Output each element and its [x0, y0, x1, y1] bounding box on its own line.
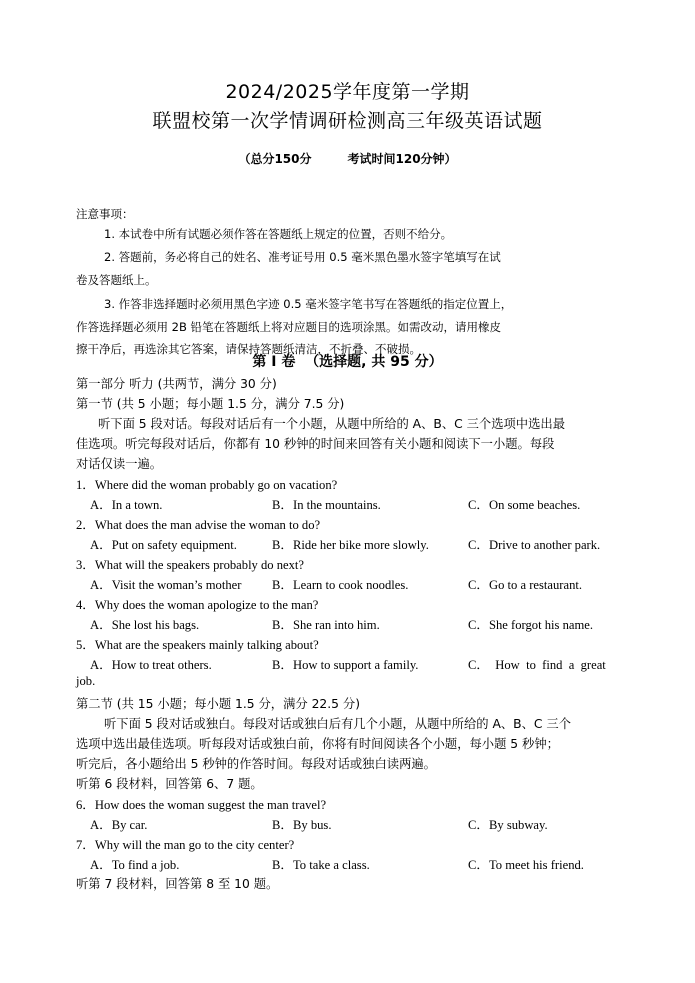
listen-material-7: 听第 7 段材料，回答第 8 至 10 题。: [76, 877, 279, 891]
q3-option-b: B．Learn to cook noodles.: [272, 578, 409, 592]
listen-material-6: 听第 6 段材料，回答第 6、7 题。: [76, 777, 263, 791]
q3-option-a: A．Visit the woman’s mother: [90, 578, 242, 592]
total-score: （总分150分: [238, 152, 312, 166]
question-2: 2．What does the man advise the woman to do?: [76, 518, 321, 532]
q6-option-b: B．By bus.: [272, 818, 332, 832]
q7-option-b: B．To take a class.: [272, 858, 370, 872]
q4-option-c: C．She forgot his name.: [468, 618, 593, 632]
q6-option-c: C．By subway.: [468, 818, 548, 832]
section1-heading: 第一节 (共 5 小题；每小题 1.5 分，满分 7.5 分): [76, 397, 345, 411]
notice-item-3c: 擦干净后，再选涂其它答案，请保持答题纸清洁，不折叠、不破损。: [76, 342, 421, 356]
instructions1-line1: 听下面 5 段对话。每段对话后有一个小题，从题中所给的 A、B、C 三个选项中选出最: [98, 417, 565, 431]
part1-heading: 第一部分 听力 (共两节，满分 30 分): [76, 377, 277, 391]
section2-heading: 第二节 (共 15 小题；每小题 1.5 分，满分 22.5 分): [76, 697, 360, 711]
notice-item-1: 1. 本试卷中所有试题必须作答在答题纸上规定的位置，否则不给分。: [104, 227, 453, 241]
notice-item-2b: 卷及答题纸上。: [76, 273, 157, 287]
q2-option-b: B．Ride her bike more slowly.: [272, 538, 429, 552]
volume-heading: [0, 351, 695, 371]
exam-title-line2: 联盟校第一次学情调研检测高三年级英语试题: [152, 110, 543, 132]
q5-option-c-continued: job.: [76, 674, 96, 688]
instructions2-line1: 听下面 5 段对话或独白。每段对话或独白后有几个小题，从题中所给的 A、B、C 三个: [104, 717, 571, 731]
q4-option-a: A．She lost his bags.: [90, 618, 200, 632]
q3-option-c: C．Go to a restaurant.: [468, 578, 583, 592]
instructions1-line2: 佳选项。听完每段对话后，你都有 10 秒钟的时间来回答有关小题和阅读下一小题。每段: [76, 437, 555, 451]
q2-option-a: A．Put on safety equipment.: [90, 538, 237, 552]
exam-title-line1: 2024/2025学年度第一学期: [225, 81, 470, 103]
question-5: 5．What are the speakers mainly talking about?: [76, 638, 319, 652]
instructions2-line3: 听完后，各小题给出 5 秒钟的作答时间。每段对话或独白读两遍。: [76, 757, 436, 771]
exam-time: 考试时间120分钟）: [347, 152, 457, 166]
q1-option-a: A．In a town.: [90, 498, 163, 512]
q1-option-c: C．On some beaches.: [468, 498, 581, 512]
q4-option-b: B．She ran into him.: [272, 618, 380, 632]
question-1: 1．Where did the woman probably go on vacation?: [76, 478, 338, 492]
notice-item-3b: 作答选择题必须用 2B 铅笔在答题纸上将对应题目的选项涂黑。如需改动，请用橡皮: [76, 320, 502, 334]
instructions2-line2: 选项中选出最佳选项。听每段对话或独白前，你将有时间阅读各个小题，每小题 5 秒钟；: [76, 737, 559, 751]
instructions1-line3: 对话仅读一遍。: [76, 457, 163, 471]
notice-item-3a: 3. 作答非选择题时必须用黑色字迹 0.5 毫米签字笔书写在答题纸的指定位置上，: [104, 297, 513, 311]
q5-option-c: C． How to find a great: [468, 658, 606, 672]
volume-title: 第 Ⅰ 卷: [252, 354, 296, 370]
exam-score-time: [0, 150, 695, 167]
question-6: 6．How does the woman suggest the man travel?: [76, 798, 327, 812]
notice-heading: 注意事项：: [76, 207, 134, 221]
volume-note: （选择题, 共 95 分）: [305, 354, 443, 370]
q5-option-b: B．How to support a family.: [272, 658, 419, 672]
q1-option-b: B．In the mountains.: [272, 498, 381, 512]
q7-option-a: A．To find a job.: [90, 858, 180, 872]
q2-option-c: C．Drive to another park.: [468, 538, 601, 552]
q5-option-a: A．How to treat others.: [90, 658, 212, 672]
q6-option-a: A．By car.: [90, 818, 148, 832]
question-3: 3．What will the speakers probably do next?: [76, 558, 305, 572]
question-4: 4．Why does the woman apologize to the man?: [76, 598, 319, 612]
notice-item-2a: 2. 答题前，务必将自己的姓名、准考证号用 0.5 毫米黑色墨水签字笔填写在试: [104, 250, 501, 264]
q7-option-c: C．To meet his friend.: [468, 858, 584, 872]
question-7: 7．Why will the man go to the city center?: [76, 838, 295, 852]
